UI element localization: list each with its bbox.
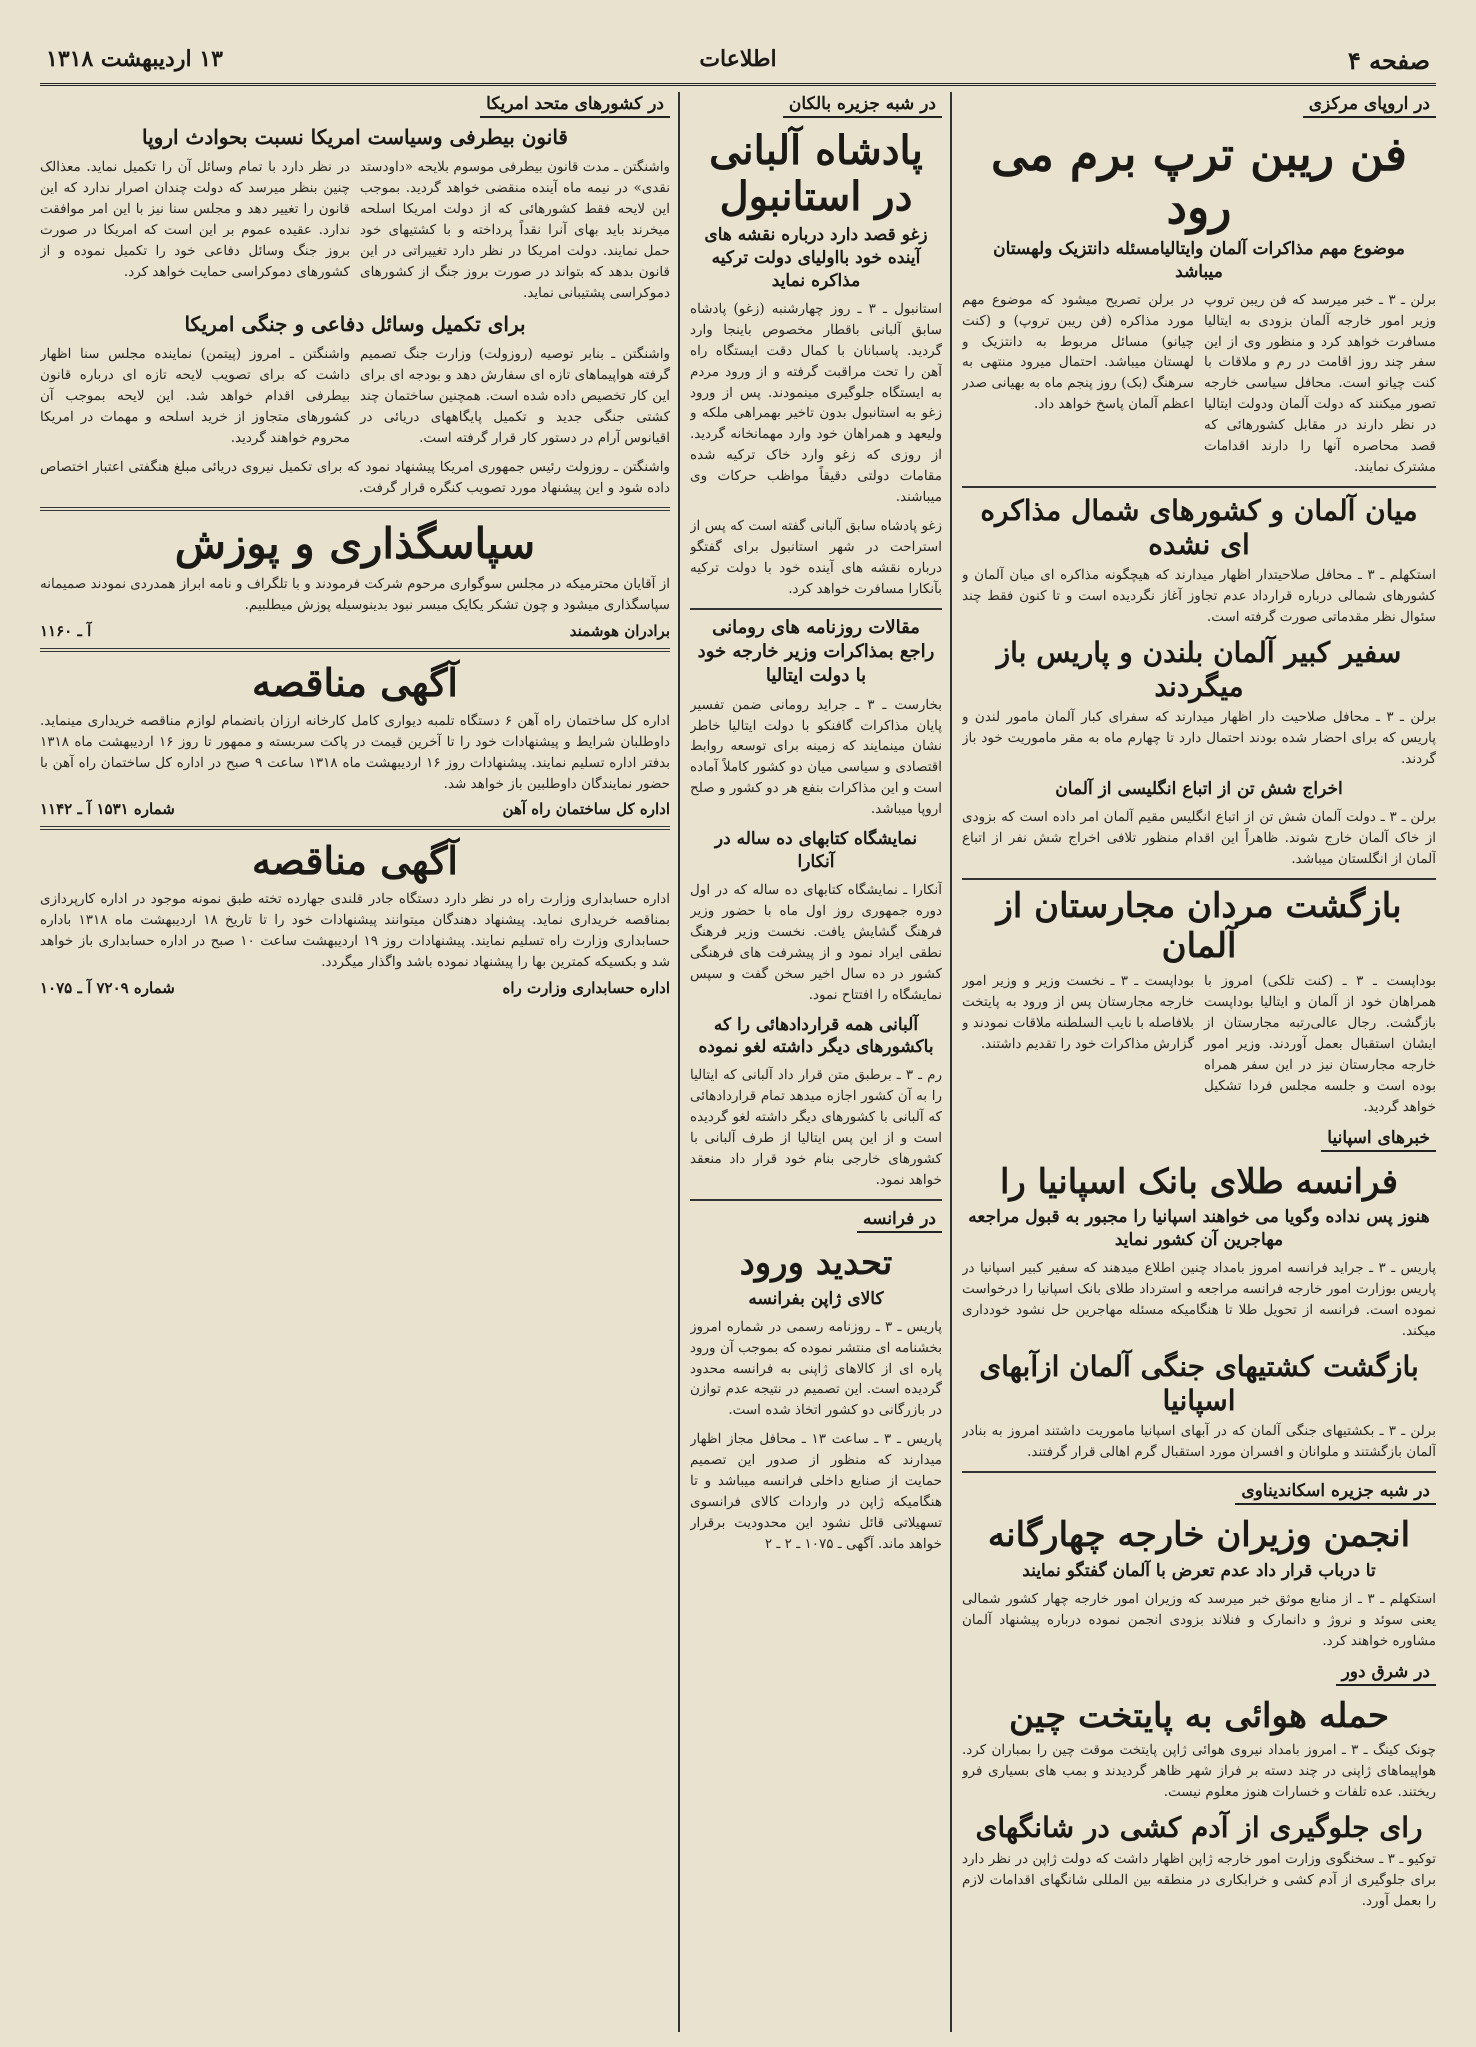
headline-import-limit: تحدید ورود bbox=[739, 1242, 893, 1283]
section-france: در فرانسه bbox=[857, 1207, 942, 1233]
headline-shanghai: رای جلوگیری از آدم کشی در شانگهای bbox=[975, 1811, 1423, 1845]
section-usa: در کشورهای متحد امریکا bbox=[480, 92, 670, 118]
headline-air-raid: حمله هوائی به پایتخت چین bbox=[1009, 1695, 1389, 1736]
subheadline-ribbentrop: موضوع مهم مذاکرات آلمان وایتالیامسئله دانتزیک ولهستان میباشد bbox=[993, 238, 1405, 282]
page-number: صفحه ۴ bbox=[1347, 46, 1430, 75]
article-body: استکهلم ـ ۳ ـ از منابع موثق خبر میرسد که وزیران امور خارجه چهار کشور شمالی یعنی سوئد و نروژ و دانمارک و فنلاند بزودی انجمن نموده درباره پیشنهاد آلمان مشاوره خواهند کرد. bbox=[962, 1590, 1436, 1649]
headline-warships: بازگشت کشتیهای جنگی آلمان ازآبهای اسپانیا bbox=[979, 1349, 1419, 1417]
headline-neutrality: قانون بیطرفی وسیاست امریکا نسبت بحوادث اروپا bbox=[142, 125, 568, 149]
newspaper-name: اطلاعات bbox=[699, 46, 777, 72]
section-balkans: در شبه جزیره بالکان bbox=[783, 92, 942, 118]
article-body: واشنگتن ـ مدت قانون بیطرفی موسوم بلایحه «داودستد نقدی» در نیمه ماه آینده منقضی خواهد گردید. بموجب این لایحه فقط کشورهائی که از دولت امریکا اسلحه میخرند باید بهای آنرا نقداً پرداخته و با کشتیهای خود حمل نمایند. دولت امریکا در نظر دارد تغییراتی در این قانون بدهد که بتواند در صورت بروز جنگ از کشورهای دموکراسی پشتیبانی نماید. bbox=[360, 159, 670, 301]
article-body: پاریس ـ ۳ ـ روزنامه رسمی در شماره امروز بخشنامه ای منتشر نموده که بموجب آن ورود پاره ای از کالاهای ژاپنی به فرانسه محدود گردیده است. این تصمیم در نتیجه عدم توازن در بازرگانی دو کشور اتخاذ شده است. bbox=[690, 1318, 942, 1419]
ad-tender-org: اداره کل ساختمان راه آهن bbox=[502, 800, 670, 819]
newspaper-page bbox=[40, 40, 1436, 2035]
article-body: رم ـ ۳ ـ برطبق متن قرار داد آلبانی که ایتالیا را به آن کشور اجازه میدهد تمام قراردادهائی که آلبانی با کشورهای دیگر داشته لغو گردیده است و از این پس ایتالیا از طرف آلبانی با کشورهای خارجی بنام خود قرار داد منعقد خواهد نمود. bbox=[690, 1067, 942, 1189]
ad-tender2-code: شماره ۷۲۰۹ آ ـ ۱۰۷۵ bbox=[40, 979, 175, 998]
section-spain: خبرهای اسپانیا bbox=[1321, 1126, 1436, 1152]
issue-date: ۱۳ اردیبهشت ۱۳۱۸ bbox=[46, 46, 223, 72]
headline-ministers: انجمن وزیران خارجه چهارگانه bbox=[987, 1515, 1411, 1555]
headline-ribbentrop: فن ریبن ترپ برم می رود bbox=[990, 127, 1408, 234]
section-scandinavia: در شبه جزیره اسکاندیناوی bbox=[1235, 1479, 1436, 1505]
page-header bbox=[40, 40, 1436, 86]
left-column bbox=[40, 92, 670, 2032]
ad-tender2-org: اداره حسابداری وزارت راه bbox=[502, 979, 670, 998]
section-central-europe: در اروپای مرکزی bbox=[1303, 92, 1436, 118]
headline-us-defense: برای تکمیل وسائل دفاعی و جنگی امریکا bbox=[184, 312, 526, 337]
column-divider bbox=[678, 92, 680, 2032]
article-body: واشنگتن ـ بنابر توصیه (روزولت) وزارت جنگ تصمیم گرفته هواپیماهای تازه ای سفارش دهد و بودجه ای برای این کار تخصیص داده شده است. همچنین ساختمان چند کشتی جنگی جدید و تکمیل پایگاههای دریائی در اقیانوس آرام در دستور کار قرار گرفته است. bbox=[360, 346, 670, 447]
subheadline-import-limit: کالای ژاپن بفرانسه bbox=[748, 1288, 884, 1309]
right-column bbox=[962, 92, 1436, 2032]
headline-expulsion: اخراج شش تن از اتباع انگلیسی از آلمان bbox=[1055, 778, 1343, 799]
subheadline-albania-king: زغو قصد دارد درباره نقشه های آینده خود بااولیای دولت ترکیه مذاکره نماید bbox=[704, 225, 928, 291]
article-body: چونک کینگ ـ ۳ ـ امروز بامداد نیروی هوائی ژاپن پایتخت موقت چین را بمباران کرد. هواپیماهای ژاپنی در چند دسته بر فراز شهر ظاهر گردیدند و بمب های بسیاری فرو ریختند. عده تلفات و خسارات هنوز معلوم نیست. bbox=[962, 1742, 1436, 1801]
section-far-east: در شرق دور bbox=[1336, 1660, 1436, 1686]
article-body: توکیو ـ ۳ ـ سخنگوی وزارت امور خارجه ژاپن اظهار داشت که دولت ژاپن در نظر دارد برای جلوگیری از آدم کشی و خرابکاری در منطقه بین المللی شانگهای اقدامات لازم را بعمل آورد. bbox=[962, 1850, 1436, 1909]
article-body: برلن ـ ۳ ـ خبر میرسد که فن ریبن تروپ وزیر امور خارجه آلمان بزودی به ایتالیا مسافرت خواهد کرد و منظور وی از این سفر چند روز اقامت در رم و ملاقات با کنت چیانو است. محافل سیاسی خارجه تصور میکنند که دولت آلمان ودولت ایتالیا در نظر دارند در مقابل کشورهائی که قصد محاصره آنها را دارند اقدامات مشترک نمایند. bbox=[1204, 291, 1436, 476]
headline-albania-treaties: آلبانی همه قراردادهائی را که باکشورهای دیگر داشته لغو نموده bbox=[698, 1014, 934, 1058]
headline-albania-king: پادشاه آلبانی در استانبول bbox=[709, 127, 923, 220]
article-body: استکهلم ـ ۳ ـ محافل صلاحیتدار اظهار میدارند که هیچگونه مذاکره ای میان آلمان و کشورهای شمالی درباره قرارداد عدم تجاوز آغاز نگردیده است و تا کنون فقط چند سئوال نظر مقدماتی صورت گرفته است. bbox=[962, 567, 1436, 625]
ad-tender-code: شماره ۱۵۳۱ آ ـ ۱۱۴۲ bbox=[40, 800, 175, 819]
article-body: پاریس ـ ۳ ـ ساعت ۱۳ ـ محافل مجاز اظهار میدارند که منظور از صدور این تصمیم حمایت از صنایع داخلی فرانسه میباشد و تا هنگامیکه ژاپن در واردات کالای فرانسوی تسهیلاتی قائل نشود این محدودیت برقرار خواهد ماند. آگهی ـ ۱۰۷۵ ـ ۲ ـ ۲ bbox=[690, 1431, 942, 1552]
ad-thanks-title: سپاسگذاری و پوزش bbox=[174, 518, 536, 568]
article-body: استانبول ـ ۳ ـ روز چهارشنبه (زغو) پادشاه سابق آلبانی باقطار مخصوص باینجا وارد گردید. پاسبانان با کمال دقت ایستگاه راه آهن را تحت مراقبت گرفته و از ورود مردم به ایستگاه جلوگیری مینمودند. پس از ورود زغو به استانبول بدون تاخیر بهمراهی ملکه و ولیعهد و همراهان خود وارد مهمانخانه گردید. از روزی که زغو وارد خاک ترکیه شده مقامات دولتی دقیقاً مواظب حرکات وی میباشند. bbox=[690, 300, 942, 506]
article-body: در نظر دارد با تمام وسائل آن را تکمیل نماید. معذالک چنین بنظر میرسد که دولت چندان اصرار ندارد که این قانون را تغییر دهد و مجلس سنا نیز با این امر موافقت ندارد. عقیده عموم بر این است که امریکا در صورت بروز جنگ وسائل دفاعی خود را تکمیل نموده و از کشورهای دموکراسی حمایت خواهد کرد. bbox=[40, 159, 350, 280]
ad-thanks-code: آ ـ ۱۱۶۰ bbox=[40, 621, 92, 640]
ad-tender-title: آگهی مناقصه bbox=[252, 659, 458, 705]
subheadline-spain-gold: هنوز پس نداده وگویا می خواهند اسپانیا را مجبور به قبول مراجعه مهاجرین آن کشور نماید bbox=[968, 1207, 1430, 1251]
ad-thanks-body: از آقایان محترمیکه در مجلس سوگواری مرحوم شرکت فرمودند و با تلگراف و نامه ابراز همدردی نمودند صمیمانه سپاسگذاری میشود و چون تشکر یکایک میسر نبود بدینوسیله پوزش میطلبیم. bbox=[40, 575, 670, 613]
ad-thanks-signature: برادران هوشمند bbox=[569, 621, 670, 640]
article-body: بوداپست ـ ۳ ـ نخست وزیر و وزیر امور خارجه مجارستان پس از ورود به پایتخت بلافاصله با نایب السلطنه ملاقات نمودند و گزارش مذاکرات خود را تقدیم داشتند. bbox=[962, 973, 1194, 1052]
article-body: برلن ـ ۳ ـ دولت آلمان شش تن از اتباع انگلیس مقیم آلمان امر داده است که بزودی از خاک آلمان خارج شوند. ظاهراً این اقدام منظور تلافی اخراج شش نفر از اتباع آلمان از انگلستان میباشد. bbox=[962, 808, 1436, 867]
headline-hungary: بازگشت مردان مجارستان از آلمان bbox=[996, 885, 1402, 967]
headline-spain-gold: فرانسه طلای بانک اسپانیا را bbox=[999, 1161, 1398, 1202]
article-body: واشنگتن ـ امروز (پیتمن) نماینده مجلس سنا اظهار داشت که برای تصویب لایحه تازه ای درباره قانون بیطرفی اقدام خواهد شد. این لایحه بموجب آن کشورهای متجاوز از خرید اسلحه و مهمات در امریکا محروم خواهند گردید. bbox=[40, 346, 350, 447]
article-body: بخارست ـ ۳ ـ جراید رومانی ضمن تفسیر پایان مذاکرات گافنکو با دولت ایتالیا خاطر نشان مینمایند که زمینه برای توسعه روابط اقتصادی و سیاسی میان دو کشور کاملاً آماده است و این مذاکرات بنفع هر دو کشور و صلح اروپا میباشد. bbox=[690, 696, 942, 818]
article-body: آنکارا ـ نمایشگاه کتابهای ده ساله که در اول دوره جمهوری روز اول ماه با حضور وزیر فرهنگ گشایش یافت. نخست وزیر فرهنگ نطقی ایراد نمود و از پیشرفت های فرهنگی کشور در ده سال اخیر سخن گفت و سپس نمایشگاه را افتتاح نمود. bbox=[690, 882, 942, 1003]
ad-tender2-body: اداره حسابداری وزارت راه در نظر دارد دستگاه جادر قلندی جهارده تخته طبق نمونه موجود در اداره کارپردازی بمناقصه خریداری نماید. پیشنهاد دهندگان میتوانند پیشنهادات خود را تا تاریخ ۱۸ اردیبهشت ماه ۱۳۱۸ باداره حسابداری وزارت راه تسلیم نمایند. پیشنهادات روز ۱۹ اردیبهشت ساعت ۱۰ صبح در اداره حسابداری باز خواهد شد و بکسیکه کمترین بها را پیشنهاد نموده باشد واگذار میگردد. bbox=[40, 891, 670, 971]
article-body: پاریس ـ ۳ ـ جراید فرانسه امروز بامداد چنین اطلاع میدهند که سفیر کبیر اسپانیا در پاریس بوزارت امور خارجه فرانسه مراجعه و استرداد طلای بانک اسپانیا را درخواست نموده است. فرانسه از تحویل طلا تا هنگامیکه مسئله مهاجرین حل نشود خودداری میکند. bbox=[962, 1260, 1436, 1340]
headline-romania-press: مقالات روزنامه های رومانی راجع بمذاکرات وزیر خارجه خود با دولت ایتالیا bbox=[697, 616, 935, 687]
ad-tender2-title: آگهی مناقصه bbox=[252, 838, 458, 884]
article-body: زغو پادشاه سابق آلبانی گفته است که پس از استراحت در شهر استانبول برای گفتگو درباره نقشه های آینده خود با دولت ترکیه بآنکارا مسافرت خواهد کرد. bbox=[690, 518, 942, 597]
article-body: در برلن تصریح میشود که موضوع مهم مورد مذاکره (فن ریبن تروپ) و (کنت چیانو) مسائل مربوط به دانتزیک و لهستان میباشد. احتمال میرود منتهی به سرهنگ (بک) روز پنجم ماه به بهیانی صدر اعظم آلمان پاسخ خواهد داد. bbox=[962, 291, 1194, 413]
subheadline-ministers: تا درباب قرار داد عدم تعرض با آلمان گفتگو نمایند bbox=[1022, 1560, 1376, 1581]
article-body: برلن ـ ۳ ـ محافل صلاحیت دار اظهار میدارند که سفرای کبار آلمان مامور لندن و پاریس که برای احضار شده بودند احتمال دارد تا چهارم ماه به مقر ماموریت خود باز گردند. bbox=[962, 709, 1436, 767]
headline-ambassadors: سفیر کبیر آلمان بلندن و پاریس باز میگردند bbox=[996, 635, 1402, 703]
article-body: بوداپست ـ ۳ ـ (کنت تلکی) امروز با همراهان خود از آلمان و ایتالیا بوداپست بازگشت. رجال عالی‌رتبه مجارستان از ایشان استقبال بعمل آوردند. وزیر امور خارجه مجارستان نیز در این سفر همراه بوده است و جلسه مجلس فردا تشکیل خواهد گردید. bbox=[1204, 973, 1436, 1115]
article-body: واشنگتن ـ روزولت رئیس جمهوری امریکا پیشنهاد نمود که برای تکمیل نیروی دریائی مبلغ هنگفتی اعتبار اختصاص داده شود و این پیشنهاد مورد تصویب کنگره قرار گرفت. bbox=[40, 459, 670, 496]
middle-column bbox=[690, 92, 942, 2032]
headline-germany-north: میان آلمان و کشورهای شمال مذاکره ای نشده bbox=[980, 493, 1418, 561]
article-body: برلن ـ ۳ ـ بکشتیهای جنگی آلمان که در آبهای اسپانیا ماموریت داشتند امروز به بنادر آلمان بازگشتند و ملوانان و افسران مورد استقبال گرم اهالی قرار گرفتند. bbox=[962, 1423, 1436, 1461]
column-divider bbox=[950, 92, 952, 2032]
headline-ankara-exhibition: نمایشگاه کتابهای ده ساله در آنکارا bbox=[714, 829, 918, 873]
ad-tender-body: اداره کل ساختمان راه آهن ۶ دستگاه تلمبه دیواری کامل کارخانه ارزان بانضمام لوازم مناقصه خریداری مینماید. داوطلبان شرایط و پیشنهادات خود را تا آخرین قیمت در پاکت سربسته و ممهور تا روز ۱۶ اردیبهشت ماه ۱۳۱۸ بدفتر اداره تسلیم نمایند. پیشنهادات روز ۱۶ اردیبهشت ماه ۱۳۱۸ ساعت ۹ صبح در اداره کل ساختمان راه آهن با حضور نمایندگان داوطلبین باز خواهد شد. bbox=[40, 712, 670, 792]
